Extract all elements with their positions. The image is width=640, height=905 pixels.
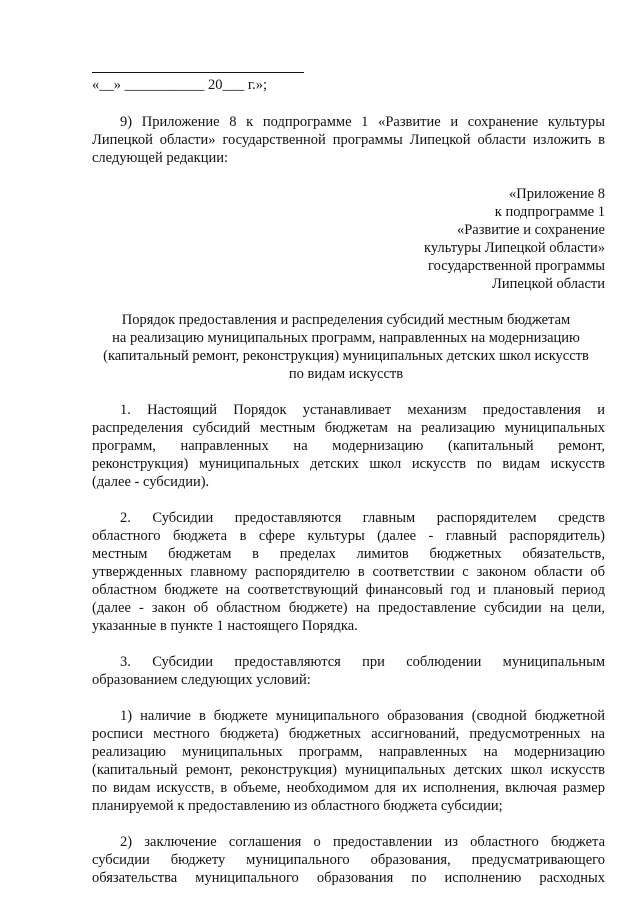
item9-line: следующей редакции: xyxy=(92,150,229,166)
para2-line: областного бюджета в сфере культуры (далее - главный распорядитель) xyxy=(92,528,605,544)
document-title-line: Порядок предоставления и распределения субсидий местным бюджетам xyxy=(121,312,571,328)
condition1-line: реализацию муниципальных программ, направленных на модернизацию xyxy=(92,744,605,760)
date-line: «__» ___________ 20___ г.»; xyxy=(92,77,268,93)
para1-line: программ, направленных на модернизацию (капитальный ремонт, xyxy=(92,438,605,454)
para2-line: 2. Субсидии предоставляются главным распорядителем средств xyxy=(120,510,605,526)
condition1-line: (капитальный ремонт, реконструкция) муниципальных детских школ искусств xyxy=(92,762,605,778)
para2-line: областном бюджете на соответствующий финансовый год и плановый период xyxy=(92,582,605,598)
appendix-heading-line: культуры Липецкой области» xyxy=(424,240,605,256)
appendix-heading-line: «Приложение 8 xyxy=(509,186,605,202)
document-title-line: на реализацию муниципальных программ, направленных на модернизацию xyxy=(112,330,580,346)
document-title-line: по видам искусств xyxy=(288,366,404,382)
signature-rule xyxy=(92,72,304,73)
appendix-heading-line: Липецкой области xyxy=(492,276,605,292)
para1-line: распределения субсидий местным бюджетам на реализацию муниципальных xyxy=(92,420,605,436)
condition1-line: росписи местного бюджета) бюджетных ассигнований, предусмотренных на xyxy=(92,726,605,742)
appendix-heading-line: «Развитие и сохранение xyxy=(456,222,605,238)
para2-line: утвержденных главному распорядителю в соответствии с законом области об xyxy=(92,564,605,580)
para3-line: 3. Субсидии предоставляются при соблюдении муниципальным xyxy=(120,654,605,670)
item9-line: Липецкой области» государственной программы Липецкой области изложить в xyxy=(92,132,605,148)
condition1-line: 1) наличие в бюджете муниципального образования (сводной бюджетной xyxy=(120,708,605,724)
condition1-line: по видам искусств, в объеме, необходимом для их исполнения, включая размер xyxy=(92,780,605,796)
condition1-line: планируемой к предоставлению из областного бюджета субсидии; xyxy=(92,798,503,814)
appendix-heading-line: государственной программы xyxy=(428,258,605,274)
para3-line: образованием следующих условий: xyxy=(92,672,311,688)
condition2-line: субсидии бюджету муниципального образования, предусматривающего xyxy=(92,852,605,868)
para1-line: 1. Настоящий Порядок устанавливает механизм предоставления и xyxy=(120,402,605,418)
para1-line: (далее - субсидии). xyxy=(92,474,210,490)
condition2-line: 2) заключение соглашения о предоставлении из областного бюджета xyxy=(120,834,605,850)
para2-line: указанные в пункте 1 настоящего Порядка. xyxy=(92,618,358,634)
item9-line: 9) Приложение 8 к подпрограмме 1 «Развитие и сохранение культуры xyxy=(120,114,605,130)
para2-line: местным бюджетам в пределах лимитов бюджетных обязательств, xyxy=(92,546,605,562)
appendix-heading-line: к подпрограмме 1 xyxy=(494,204,605,220)
para1-line: реконструкция) муниципальных детских школ искусств по видам искусств xyxy=(92,456,605,472)
para2-line: (далее - закон об областном бюджете) на предоставление субсидии на цели, xyxy=(92,600,605,616)
condition2-line: обязательства муниципального образования по исполнению расходных xyxy=(92,870,605,886)
document-title-line: (капитальный ремонт, реконструкция) муниципальных детских школ искусств xyxy=(103,348,589,364)
